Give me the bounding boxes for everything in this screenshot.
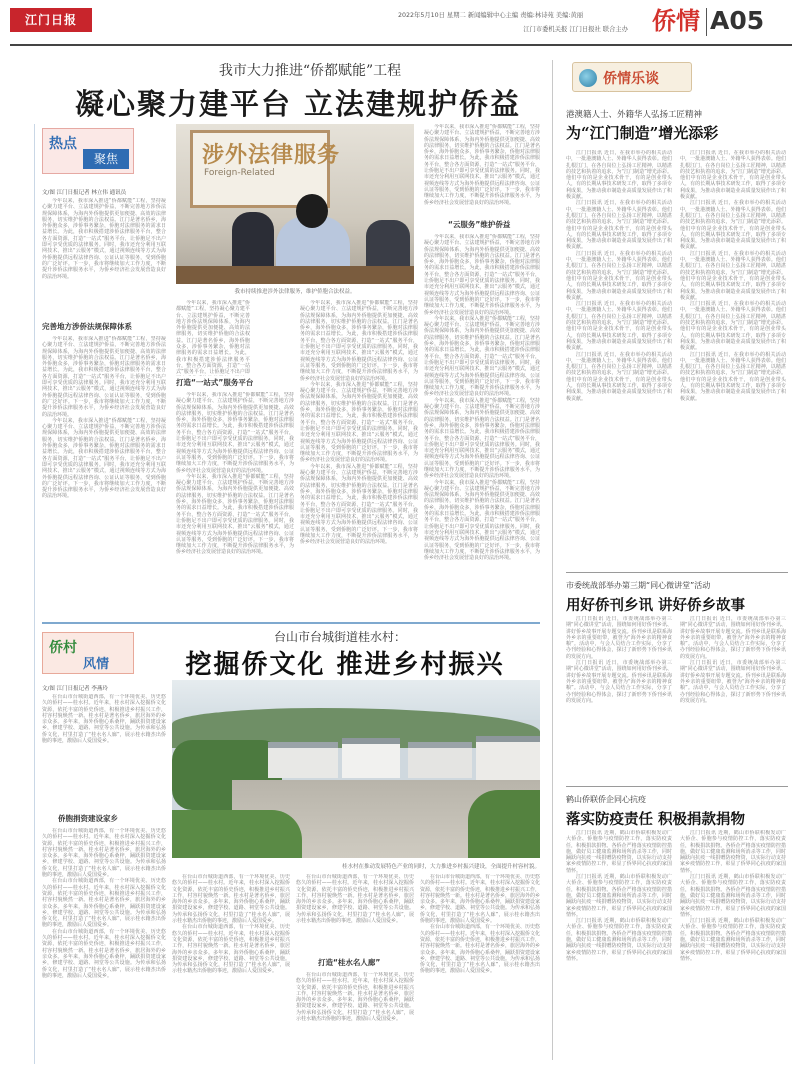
- story1-headline: 凝心聚力建平台 立法建规护侨益: [74, 87, 522, 121]
- hot-focus-tag: [42, 128, 134, 174]
- story2-tag: [572, 62, 692, 92]
- story1-column-2: 今年以来，我市深入推进“侨都赋能”工程，坚持凝心聚力建平台、立法建规护侨益，不断完善地方涉侨法规保障体系，为海内外侨胞提供更加便捷、高效的法律服务，切实维护侨胞的合法权益。江门是著名侨乡，海外侨胞众多，涉侨事务繁杂，侨胞对法律服务的需求日益增长。为此，我市积极搭建涉侨法律服务平台，整合各方面资源，打造“一站式”服务平台，让侨胞足不出户即: [176, 300, 250, 376]
- photo-building-4: [476, 736, 540, 780]
- story2-tag-text: 侨情乐谈: [603, 71, 659, 87]
- newspaper-logo: 江门日报: [10, 8, 92, 32]
- story1-column-4b: 今年以来，我市深入推进“侨都赋能”工程，坚持凝心聚力建平台、立法建规护侨益，不断完善地方涉侨法规保障体系，为海内外侨胞提供更加便捷、高效的法律服务，切实维护侨胞的合法权益。江门是著名侨乡，海外侨胞众多，涉侨事务繁杂，侨胞对法律服务的需求日益增长。为此，我市积极搭建涉侨法律服务平台，整合各方面资源，打造“一站式”服务平台，让侨胞足不出户即可享受优质的法律服务。同时，我市还充分利用互联网技术，推出“云服务”模式，通过视频连线等方式为海外侨胞提供远程法律咨询、公证认证等服务，受到侨胞的广泛好评。下一步，我市将继续加大工作力度，不断提升涉侨法律服务水平，为侨乡经济社会发展营造良好的法治环境。 今年以来，我市深入推进“侨都赋能”工程，坚持凝心聚力建平台、立法建规护侨益，不断完善地方涉侨法规保障体系，为海内外侨胞提供更加便捷、高效的法律服务，切实维护侨胞的合法权益。江门是著名侨乡，海外侨胞众多，涉侨事务繁杂，侨胞对法律服务的需求日益增长。为此，我市积极搭建涉侨法律服务平台，整合各方面资源，打造“一站式”服务平台，让侨胞足不出户即可享受优质的法律服务。同时，我市还充分利用互联网技术，推出“云服务”模式，通过视频连线等方式为海外侨胞提供远程法律咨询、公证认证等服务，受到侨胞的广泛好评。下一步，我市将继续加大工作力度，不断提升涉侨法律服务水平，为侨乡经济社会发展营造良好的法治环境。 今年以来，我市深入推进“侨都赋能”工程，坚持凝心聚力建平台、立法建规护侨益，不断完善地方涉侨法规保障体系，为海内外侨胞提供更加便捷、高效的法律服务，切实维护侨胞的合法权益。江门是著名侨乡，海外侨胞众多，涉侨事务繁杂，侨胞对法律服务的需求日益增长。为此，我市积极搭建涉侨法律服务平台，整合各方面资源，打造“一站式”服务平台，让侨胞足不出户即可享受优质的法律服务。同时，我市还充分利用互联网技术，推出“云服务”模式，通过视频连线等方式为海外侨胞提供远程法律咨询、公证认证等服务，受到侨胞的广泛好评。下一步，我市将继续加大工作力度，不断提升涉侨法律服务水平，为侨乡经济社会发展营造良好的法治环境。 今年以来，我市深入推进“侨都赋能”工程，坚持凝心聚力建平台、立法建规护侨益，不断完善地方涉侨法规保障体系，为海内外侨胞提供更加便捷、高效的法律服务，切实维护侨胞的合法权益。江门是著名侨乡，海外侨胞众多，涉侨事务繁杂，侨胞对法律服务的需求日益增长。为此，我市积极搭建涉侨法律服务平台，整合各方面资源，打造“一站式”服务平台，让侨胞足不出户即可享受优质的法律服务。同时，我市还充分利用互联网技术，推出“云服务”模式，通过视频连线等方式为海外侨胞提供远程法律咨询、公证认证等服务，受到侨胞的广泛好评。下一步，我市将继续加大工作力度，不断提升涉侨法律服务水平，为侨乡经济社会发展营造良好的法治环境。: [424, 234, 540, 562]
- story1-caption: 我市持续推进涉外法律服务，维护侨胞合法权益。: [234, 289, 356, 295]
- story5-top-rule: [42, 622, 540, 624]
- story1-column-3: 今年以来，我市深入推进“侨都赋能”工程，坚持凝心聚力建平台、立法建规护侨益，不断完善地方涉侨法规保障体系，为海内外侨胞提供更加便捷、高效的法律服务，切实维护侨胞的合法权益。江门是著名侨乡，海外侨胞众多，涉侨事务繁杂，侨胞对法律服务的需求日益增长。为此，我市积极搭建涉侨法律服务平台，整合各方面资源，打造“一站式”服务平台，让侨胞足不出户即可享受优质的法律服务。同时，我市还充分利用互联网技术，推出“云服务”模式，通过视频连线等方式为海外侨胞提供远程法律咨询、公证认证等服务，受到侨胞的广泛好评。下一步，我市将继续加大工作力度，不断提升涉侨法律服务水平，为侨乡经济社会发展营造良好的法治环境。 今年以来，我市深入推进“侨都赋能”工程，坚持凝心聚力建平台、立法建规护侨益，不断完善地方涉侨法规保障体系，为海内外侨胞提供更加便捷、高效的法律服务，切实维护侨胞的合法权益。江门是著名侨乡，海外侨胞众多，涉侨事务繁杂，侨胞对法律服务的需求日益增长。为此，我市积极搭建涉侨法律服务平台，整合各方面资源，打造“一站式”服务平台，让侨胞足不出户即可享受优质的法律服务。同时，我市还充分利用互联网技术，推出“云服务”模式，通过视频连线等方式为海外侨胞提供远程法律咨询、公证认证等服务，受到侨胞的广泛好评。下一步，我市将继续加大工作力度，不断提升涉侨法律服务水平，为侨乡经济社会发展营造良好的法治环境。 今年以来，我市深入推进“侨都赋能”工程，坚持凝心聚力建平台、立法建规护侨益，不断完善地方涉侨法规保障体系，为海内外侨胞提供更加便捷、高效的法律服务，切实维护侨胞的合法权益。江门是著名侨乡，海外侨胞众多，涉侨事务繁杂，侨胞对法律服务的需求日益增长。为此，我市积极搭建涉侨法律服务平台，整合各方面资源，打造“一站式”服务平台，让侨胞足不出户即可享受优质的法律服务。同时，我市还充分利用互联网技术，推出“云服务”模式，通过视频连线等方式为海外侨胞提供远程法律咨询、公证认证等服务，受到侨胞的广泛好评。下一步，我市将继续加大工作力度，不断提升涉侨法律服务水平，为侨乡经济社会发展营造良好的法治环境。: [300, 300, 418, 546]
- village-photo: [172, 680, 540, 858]
- photo-trees-front: [172, 810, 302, 858]
- tag-hot: 热点: [49, 136, 77, 152]
- story5-column-1b: 在台山市台城街道西部，有一个环境优美、历史悠久的侨村——桂水村。近年来，桂水村深入挖掘侨文化资源，依托丰富的侨史侨迹，积极推进乡村振兴工作，村容村貌焕然一新。桂水村是著名侨乡，旅居海外的乡亲众多。多年来，海外侨胞心系桑梓，踊跃捐资建设家乡，修建学校、道路、祠堂等公共设施。为传承和弘扬侨文化，村里打造了“桂水名人廊”，展示桂水籍杰出侨胞的事迹，激励后人爱国爱乡。 在台山市台城街道西部，有一个环境优美、历史悠久的侨村——桂水村。近年来，桂水村深入挖掘侨文化资源，依托丰富的侨史侨迹，积极推进乡村振兴工作，村容村貌焕然一新。桂水村是著名侨乡，旅居海外的乡亲众多。多年来，海外侨胞心系桑梓，踊跃捐资建设家乡，修建学校、道路、祠堂等公共设施。为传承和弘扬侨文化，村里打造了“桂水名人廊”，展示桂水籍杰出侨胞的事迹，激励后人爱国爱乡。 在台山市台城街道西部，有一个环境优美、历史悠久的侨村——桂水村。近年来，桂水村深入挖掘侨文化资源，依托丰富的侨史侨迹，积极推进乡村振兴工作，村容村貌焕然一新。桂水村是著名侨乡，旅居海外的乡亲众多。多年来，海外侨胞心系桑梓，踊跃捐资建设家乡，修建学校、道路、祠堂等公共设施。为传承和弘扬侨文化，村里打造了“桂水名人廊”，展示桂水籍杰出侨胞的事迹，激励后人爱国爱乡。: [42, 828, 166, 979]
- photo-head: [296, 194, 328, 228]
- story1-column-2b: 今年以来，我市深入推进“侨都赋能”工程，坚持凝心聚力建平台、立法建规护侨益，不断完善地方涉侨法规保障体系，为海内外侨胞提供更加便捷、高效的法律服务，切实维护侨胞的合法权益。江门是著名侨乡，海外侨胞众多，涉侨事务繁杂，侨胞对法律服务的需求日益增长。为此，我市积极搭建涉侨法律服务平台，整合各方面资源，打造“一站式”服务平台，让侨胞足不出户即可享受优质的法律服务。同时，我市还充分利用互联网技术，推出“云服务”模式，通过视频连线等方式为海外侨胞提供远程法律咨询、公证认证等服务，受到侨胞的广泛好评。下一步，我市将继续加大工作力度，不断提升涉侨法律服务水平，为侨乡经济社会发展营造良好的法治环境。 今年以来，我市深入推进“侨都赋能”工程，坚持凝心聚力建平台、立法建规护侨益，不断完善地方涉侨法规保障体系，为海内外侨胞提供更加便捷、高效的法律服务，切实维护侨胞的合法权益。江门是著名侨乡，海外侨胞众多，涉侨事务繁杂，侨胞对法律服务的需求日益增长。为此，我市积极搭建涉侨法律服务平台，整合各方面资源，打造“一站式”服务平台，让侨胞足不出户即可享受优质的法律服务。同时，我市还充分利用互联网技术，推出“云服务”模式，通过视频连线等方式为海外侨胞提供远程法律咨询、公证认证等服务，受到侨胞的广泛好评。下一步，我市将继续加大工作力度，不断提升涉侨法律服务水平，为侨乡经济社会发展营造良好的法治环境。: [176, 392, 294, 556]
- story2-headline: 为“江门制造”增光添彩: [566, 124, 719, 142]
- masthead: [0, 0, 800, 48]
- story5-column-3b: 在台山市台城街道西部，有一个环境优美、历史悠久的侨村——桂水村。近年来，桂水村深入挖掘侨文化资源，依托丰富的侨史侨迹，积极推进乡村振兴工作，村容村貌焕然一新。桂水村是著名侨乡，旅居海外的乡亲众多。多年来，海外侨胞心系桑梓，踊跃捐资建设家乡，修建学校、道路、祠堂等公共设施。为传承和弘扬侨文化，村里打造了“桂水名人廊”，展示桂水籍杰出侨胞的事迹，激励后人爱国爱乡。: [296, 972, 414, 1023]
- section-divider: [706, 8, 707, 36]
- story1-column-4: 今年以来，我市深入推进“侨都赋能”工程，坚持凝心聚力建平台、立法建规护侨益，不断完善地方涉侨法规保障体系，为海内外侨胞提供更加便捷、高效的法律服务，切实维护侨胞的合法权益。江门是著名侨乡，海外侨胞众多，涉侨事务繁杂，侨胞对法律服务的需求日益增长。为此，我市积极搭建涉侨法律服务平台，整合各方面资源，打造“一站式”服务平台，让侨胞足不出户即可享受优质的法律服务。同时，我市还充分利用互联网技术，推出“云服务”模式，通过视频连线等方式为海外侨胞提供远程法律咨询、公证认证等服务，受到侨胞的广泛好评。下一步，我市将继续加大工作力度，不断提升涉侨法律服务水平，为侨乡经济社会发展营造良好的法治环境。: [424, 124, 540, 206]
- left-margin-rule: [34, 124, 35, 1064]
- photo-sign-text: 涉外法律服务: [202, 142, 341, 168]
- story5-tag-text: 侨村: [49, 640, 77, 656]
- story3-column-2: 江门日报讯 近日，市委统战部举办第三期“同心微讲堂”活动，围绕如何用好侨刊乡讯、讲好侨乡故事开展专题交流。侨刊乡讯是联系海外乡亲的重要纽带，被誉为“海外乡亲的精神食粮”。活动中，与会人员结合工作实际，分享了办刊经验和心得体会，探讨了新形势下侨刊乡讯的发展方向。 江门日报讯 近日，市委统战部举办第三期“同心微讲堂”活动，围绕如何用好侨刊乡讯、讲好侨乡故事开展专题交流。侨刊乡讯是联系海外乡亲的重要纽带，被誉为“海外乡亲的精神食粮”。活动中，与会人员结合工作实际，分享了办刊经验和心得体会，探讨了新形势下侨刊乡讯的发展方向。: [680, 616, 786, 704]
- story5-byline: 文/图 江门日报记者 李燕玲: [42, 686, 108, 692]
- photo-desk: [176, 266, 414, 284]
- story5-caption: 桂水村在推动发展特色产业的同时，大力推进乡村振兴建设，全面提升村容村貌。: [341, 864, 540, 870]
- story2-column-1: 江门日报讯 近日，在我市举办的相关活动中，一批港澳籍人士、外籍华人获得表彰。他们扎根江门，在各自岗位上弘扬工匠精神，以精湛的技艺和执着的追求，为“江门制造”增光添彩。他们中有的是企业技术骨干，有的是创业带头人，有的长期从事技术研发工作，取得了多项专利成果，为推动我市制造业高质量发展作出了积极贡献。 江门日报讯 近日，在我市举办的相关活动中，一批港澳籍人士、外籍华人获得表彰。他们扎根江门，在各自岗位上弘扬工匠精神，以精湛的技艺和执着的追求，为“江门制造”增光添彩。他们中有的是企业技术骨干，有的是创业带头人，有的长期从事技术研发工作，取得了多项专利成果，为推动我市制造业高质量发展作出了积极贡献。 江门日报讯 近日，在我市举办的相关活动中，一批港澳籍人士、外籍华人获得表彰。他们扎根江门，在各自岗位上弘扬工匠精神，以精湛的技艺和执着的追求，为“江门制造”增光添彩。他们中有的是企业技术骨干，有的是创业带头人，有的长期从事技术研发工作，取得了多项专利成果，为推动我市制造业高质量发展作出了积极贡献。 江门日报讯 近日，在我市举办的相关活动中，一批港澳籍人士、外籍华人获得表彰。他们扎根江门，在各自岗位上弘扬工匠精神，以精湛的技艺和执着的追求，为“江门制造”增光添彩。他们中有的是企业技术骨干，有的是创业带头人，有的长期从事技术研发工作，取得了多项专利成果，为推动我市制造业高质量发展作出了积极贡献。 江门日报讯 近日，在我市举办的相关活动中，一批港澳籍人士、外籍华人获得表彰。他们扎根江门，在各自岗位上弘扬工匠精神，以精湛的技艺和执着的追求，为“江门制造”增光添彩。他们中有的是企业技术骨干，有的是创业带头人，有的长期从事技术研发工作，取得了多项专利成果，为推动我市制造业高质量发展作出了积极贡献。: [566, 150, 672, 402]
- story5-column-3: 在台山市台城街道西部，有一个环境优美、历史悠久的侨村——桂水村。近年来，桂水村深入挖掘侨文化资源，依托丰富的侨史侨迹，积极推进乡村振兴工作，村容村貌焕然一新。桂水村是著名侨乡，旅居海外的乡亲众多。多年来，海外侨胞心系桑梓，踊跃捐资建设家乡，修建学校、道路、祠堂等公共设施。为传承和弘扬侨文化，村里打造了“桂水名人廊”，展示桂水籍杰出侨胞的事迹，激励后人爱国爱乡。: [296, 874, 414, 925]
- photo-building-2: [342, 738, 400, 778]
- globe-icon: [579, 69, 597, 87]
- story1-column-1b: 今年以来，我市深入推进“侨都赋能”工程，坚持凝心聚力建平台、立法建规护侨益，不断完善地方涉侨法规保障体系，为海内外侨胞提供更加便捷、高效的法律服务，切实维护侨胞的合法权益。江门是著名侨乡，海外侨胞众多，涉侨事务繁杂，侨胞对法律服务的需求日益增长。为此，我市积极搭建涉侨法律服务平台，整合各方面资源，打造“一站式”服务平台，让侨胞足不出户即可享受优质的法律服务。同时，我市还充分利用互联网技术，推出“云服务”模式，通过视频连线等方式为海外侨胞提供远程法律咨询、公证认证等服务，受到侨胞的广泛好评。下一步，我市将继续加大工作力度，不断提升涉侨法律服务水平，为侨乡经济社会发展营造良好的法治环境。 今年以来，我市深入推进“侨都赋能”工程，坚持凝心聚力建平台、立法建规护侨益，不断完善地方涉侨法规保障体系，为海内外侨胞提供更加便捷、高效的法律服务，切实维护侨胞的合法权益。江门是著名侨乡，海外侨胞众多，涉侨事务繁杂，侨胞对法律服务的需求日益增长。为此，我市积极搭建涉侨法律服务平台，整合各方面资源，打造“一站式”服务平台，让侨胞足不出户即可享受优质的法律服务。同时，我市还充分利用互联网技术，推出“云服务”模式，通过视频连线等方式为海外侨胞提供远程法律咨询、公证认证等服务，受到侨胞的广泛好评。下一步，我市将继续加大工作力度，不断提升涉侨法律服务水平，为侨乡经济社会发展营造良好的法治环境。: [42, 336, 166, 500]
- page-number: A05: [710, 6, 765, 35]
- right-divider-1: [566, 572, 788, 573]
- photo-building-3: [408, 742, 472, 778]
- story2-column-2: 江门日报讯 近日，在我市举办的相关活动中，一批港澳籍人士、外籍华人获得表彰。他们扎根江门，在各自岗位上弘扬工匠精神，以精湛的技艺和执着的追求，为“江门制造”增光添彩。他们中有的是企业技术骨干，有的是创业带头人，有的长期从事技术研发工作，取得了多项专利成果，为推动我市制造业高质量发展作出了积极贡献。 江门日报讯 近日，在我市举办的相关活动中，一批港澳籍人士、外籍华人获得表彰。他们扎根江门，在各自岗位上弘扬工匠精神，以精湛的技艺和执着的追求，为“江门制造”增光添彩。他们中有的是企业技术骨干，有的是创业带头人，有的长期从事技术研发工作，取得了多项专利成果，为推动我市制造业高质量发展作出了积极贡献。 江门日报讯 近日，在我市举办的相关活动中，一批港澳籍人士、外籍华人获得表彰。他们扎根江门，在各自岗位上弘扬工匠精神，以精湛的技艺和执着的追求，为“江门制造”增光添彩。他们中有的是企业技术骨干，有的是创业带头人，有的长期从事技术研发工作，取得了多项专利成果，为推动我市制造业高质量发展作出了积极贡献。 江门日报讯 近日，在我市举办的相关活动中，一批港澳籍人士、外籍华人获得表彰。他们扎根江门，在各自岗位上弘扬工匠精神，以精湛的技艺和执着的追求，为“江门制造”增光添彩。他们中有的是企业技术骨干，有的是创业带头人，有的长期从事技术研发工作，取得了多项专利成果，为推动我市制造业高质量发展作出了积极贡献。 江门日报讯 近日，在我市举办的相关活动中，一批港澳籍人士、外籍华人获得表彰。他们扎根江门，在各自岗位上弘扬工匠精神，以精湛的技艺和执着的追求，为“江门制造”增光添彩。他们中有的是企业技术骨干，有的是创业带头人，有的长期从事技术研发工作，取得了多项专利成果，为推动我市制造业高质量发展作出了积极贡献。: [680, 150, 786, 402]
- section-name: 侨情: [652, 6, 700, 35]
- sub-line: 江门市委机关报 江门日报社 联合主办: [523, 26, 628, 33]
- story3-column-1: 江门日报讯 近日，市委统战部举办第三期“同心微讲堂”活动，围绕如何用好侨刊乡讯、讲好侨乡故事开展专题交流。侨刊乡讯是联系海外乡亲的重要纽带，被誉为“海外乡亲的精神食粮”。活动中，与会人员结合工作实际，分享了办刊经验和心得体会，探讨了新形势下侨刊乡讯的发展方向。 江门日报讯 近日，市委统战部举办第三期“同心微讲堂”活动，围绕如何用好侨刊乡讯、讲好侨乡故事开展专题交流。侨刊乡讯是联系海外乡亲的重要纽带，被誉为“海外乡亲的精神食粮”。活动中，与会人员结合工作实际，分享了办刊经验和心得体会，探讨了新形势下侨刊乡讯的发展方向。: [566, 616, 672, 704]
- story1-column-1: 今年以来，我市深入推进“侨都赋能”工程，坚持凝心聚力建平台、立法建规护侨益，不断完善地方涉侨法规保障体系，为海内外侨胞提供更加便捷、高效的法律服务，切实维护侨胞的合法权益。江门是著名侨乡，海外侨胞众多，涉侨事务繁杂，侨胞对法律服务的需求日益增长。为此，我市积极搭建涉侨法律服务平台，整合各方面资源，打造“一站式”服务平台，让侨胞足不出户即可享受优质的法律服务。同时，我市还充分利用互联网技术，推出“云服务”模式，通过视频连线等方式为海外侨胞提供远程法律咨询、公证认证等服务，受到侨胞的广泛好评。下一步，我市将继续加大工作力度，不断提升涉侨法律服务水平，为侨乡经济社会发展营造良好的法治环境。: [42, 198, 166, 280]
- story5-column-2: 在台山市台城街道西部，有一个环境优美、历史悠久的侨村——桂水村。近年来，桂水村深入挖掘侨文化资源，依托丰富的侨史侨迹，积极推进乡村振兴工作，村容村貌焕然一新。桂水村是著名侨乡，旅居海外的乡亲众多。多年来，海外侨胞心系桑梓，踊跃捐资建设家乡，修建学校、道路、祠堂等公共设施。为传承和弘扬侨文化，村里打造了“桂水名人廊”，展示桂水籍杰出侨胞的事迹，激励后人爱国爱乡。 在台山市台城街道西部，有一个环境优美、历史悠久的侨村——桂水村。近年来，桂水村深入挖掘侨文化资源，依托丰富的侨史侨迹，积极推进乡村振兴工作，村容村貌焕然一新。桂水村是著名侨乡，旅居海外的乡亲众多。多年来，海外侨胞心系桑梓，踊跃捐资建设家乡，修建学校、道路、祠堂等公共设施。为传承和弘扬侨文化，村里打造了“桂水名人廊”，展示桂水籍杰出侨胞的事迹，激励后人爱国爱乡。: [172, 874, 290, 975]
- story1-subhead-3: “云服务”维护侨益: [448, 220, 511, 229]
- story5-headline: 挖掘侨文化 推进乡村振兴: [185, 650, 505, 680]
- story4-kicker: 鹤山侨联侨企同心抗疫: [566, 795, 646, 804]
- story5-tag: [42, 632, 134, 674]
- photo-person-left: [232, 212, 274, 272]
- story1-subhead-1: 完善地方涉侨法规保障体系: [42, 322, 132, 331]
- photo-trees-right: [468, 790, 540, 858]
- tag-focus: 聚焦: [83, 149, 129, 169]
- story5-column-1: 在台山市台城街道西部，有一个环境优美、历史悠久的侨村——桂水村。近年来，桂水村深入挖掘侨文化资源，依托丰富的侨史侨迹，积极推进乡村振兴工作，村容村貌焕然一新。桂水村是著名侨乡，旅居海外的乡亲众多。多年来，海外侨胞心系桑梓，踊跃捐资建设家乡，修建学校、道路、祠堂等公共设施。为传承和弘扬侨文化，村里打造了“桂水名人廊”，展示桂水籍杰出侨胞的事迹，激励后人爱国爱乡。: [42, 694, 166, 745]
- story4-column-1: 江门日报讯 近期，鹤山市侨联积极发动广大侨企、侨胞参与疫情防控工作，落实防疫责任，积极捐款捐物。各侨企严格落实疫情防控措施，做好员工健康监测和场所消杀等工作，同时踊跃向抗疫一线捐赠防疫物资，以实际行动支持家乡疫情防控工作，彰显了侨界同心抗疫的家国情怀。 江门日报讯 近期，鹤山市侨联积极发动广大侨企、侨胞参与疫情防控工作，落实防疫责任，积极捐款捐物。各侨企严格落实疫情防控措施，做好员工健康监测和场所消杀等工作，同时踊跃向抗疫一线捐赠防疫物资，以实际行动支持家乡疫情防控工作，彰显了侨界同心抗疫的家国情怀。 江门日报讯 近期，鹤山市侨联积极发动广大侨企、侨胞参与疫情防控工作，落实防疫责任，积极捐款捐物。各侨企严格落实疫情防控措施，做好员工健康监测和场所消杀等工作，同时踊跃向抗疫一线捐赠防疫物资，以实际行动支持家乡疫情防控工作，彰显了侨界同心抗疫的家国情怀。: [566, 830, 672, 962]
- masthead-rule: [10, 44, 792, 46]
- story5-tag-text-2: 风情: [83, 657, 110, 672]
- story4-headline: 落实防疫责任 积极捐款捐物: [566, 811, 746, 828]
- story5-kicker: 台山市台城街道桂水村：: [273, 630, 406, 644]
- story1-byline: 文/图 江门日报记者 林立伟 通讯员: [42, 190, 127, 196]
- photo-building-1: [268, 742, 338, 778]
- right-column-divider: [552, 60, 553, 1060]
- story3-kicker: 市委统战部举办第三期“同心微讲堂”活动: [566, 581, 711, 590]
- story2-kicker: 港澳籍人士、外籍华人弘扬工匠精神: [566, 110, 703, 120]
- story5-subhead-1: 侨胞捐资建设家乡: [58, 814, 118, 823]
- story1-photo: [176, 124, 414, 284]
- story3-headline: 用好侨刊乡讯 讲好侨乡故事: [566, 597, 746, 614]
- right-divider-2: [566, 786, 788, 787]
- story1-subhead-2: 打造“一站式”服务平台: [176, 378, 254, 387]
- story4-column-2: 江门日报讯 近期，鹤山市侨联积极发动广大侨企、侨胞参与疫情防控工作，落实防疫责任，积极捐款捐物。各侨企严格落实疫情防控措施，做好员工健康监测和场所消杀等工作，同时踊跃向抗疫一线捐赠防疫物资，以实际行动支持家乡疫情防控工作，彰显了侨界同心抗疫的家国情怀。 江门日报讯 近期，鹤山市侨联积极发动广大侨企、侨胞参与疫情防控工作，落实防疫责任，积极捐款捐物。各侨企严格落实疫情防控措施，做好员工健康监测和场所消杀等工作，同时踊跃向抗疫一线捐赠防疫物资，以实际行动支持家乡疫情防控工作，彰显了侨界同心抗疫的家国情怀。 江门日报讯 近期，鹤山市侨联积极发动广大侨企、侨胞参与疫情防控工作，落实防疫责任，积极捐款捐物。各侨企严格落实疫情防控措施，做好员工健康监测和场所消杀等工作，同时踊跃向抗疫一线捐赠防疫物资，以实际行动支持家乡疫情防控工作，彰显了侨界同心抗疫的家国情怀。: [680, 830, 786, 962]
- story5-subhead-2: 打造“桂水名人廊”: [318, 958, 381, 967]
- story1-kicker: 我市大力推进“侨都赋能”工程: [218, 63, 402, 79]
- story5-column-4: 在台山市台城街道西部，有一个环境优美、历史悠久的侨村——桂水村。近年来，桂水村深入挖掘侨文化资源，依托丰富的侨史侨迹，积极推进乡村振兴工作，村容村貌焕然一新。桂水村是著名侨乡，旅居海外的乡亲众多。多年来，海外侨胞心系桑梓，踊跃捐资建设家乡，修建学校、道路、祠堂等公共设施。为传承和弘扬侨文化，村里打造了“桂水名人廊”，展示桂水籍杰出侨胞的事迹，激励后人爱国爱乡。 在台山市台城街道西部，有一个环境优美、历史悠久的侨村——桂水村。近年来，桂水村深入挖掘侨文化资源，依托丰富的侨史侨迹，积极推进乡村振兴工作，村容村貌焕然一新。桂水村是著名侨乡，旅居海外的乡亲众多。多年来，海外侨胞心系桑梓，踊跃捐资建设家乡，修建学校、道路、祠堂等公共设施。为传承和弘扬侨文化，村里打造了“桂水名人廊”，展示桂水籍杰出侨胞的事迹，激励后人爱国爱乡。: [420, 874, 540, 975]
- photo-sign-english: Foreign-Related: [204, 168, 275, 178]
- date-line: 2022年5月10日 星期二 新闻编辑中心主编 责编:林诗苑 美编:黄丽: [398, 12, 584, 19]
